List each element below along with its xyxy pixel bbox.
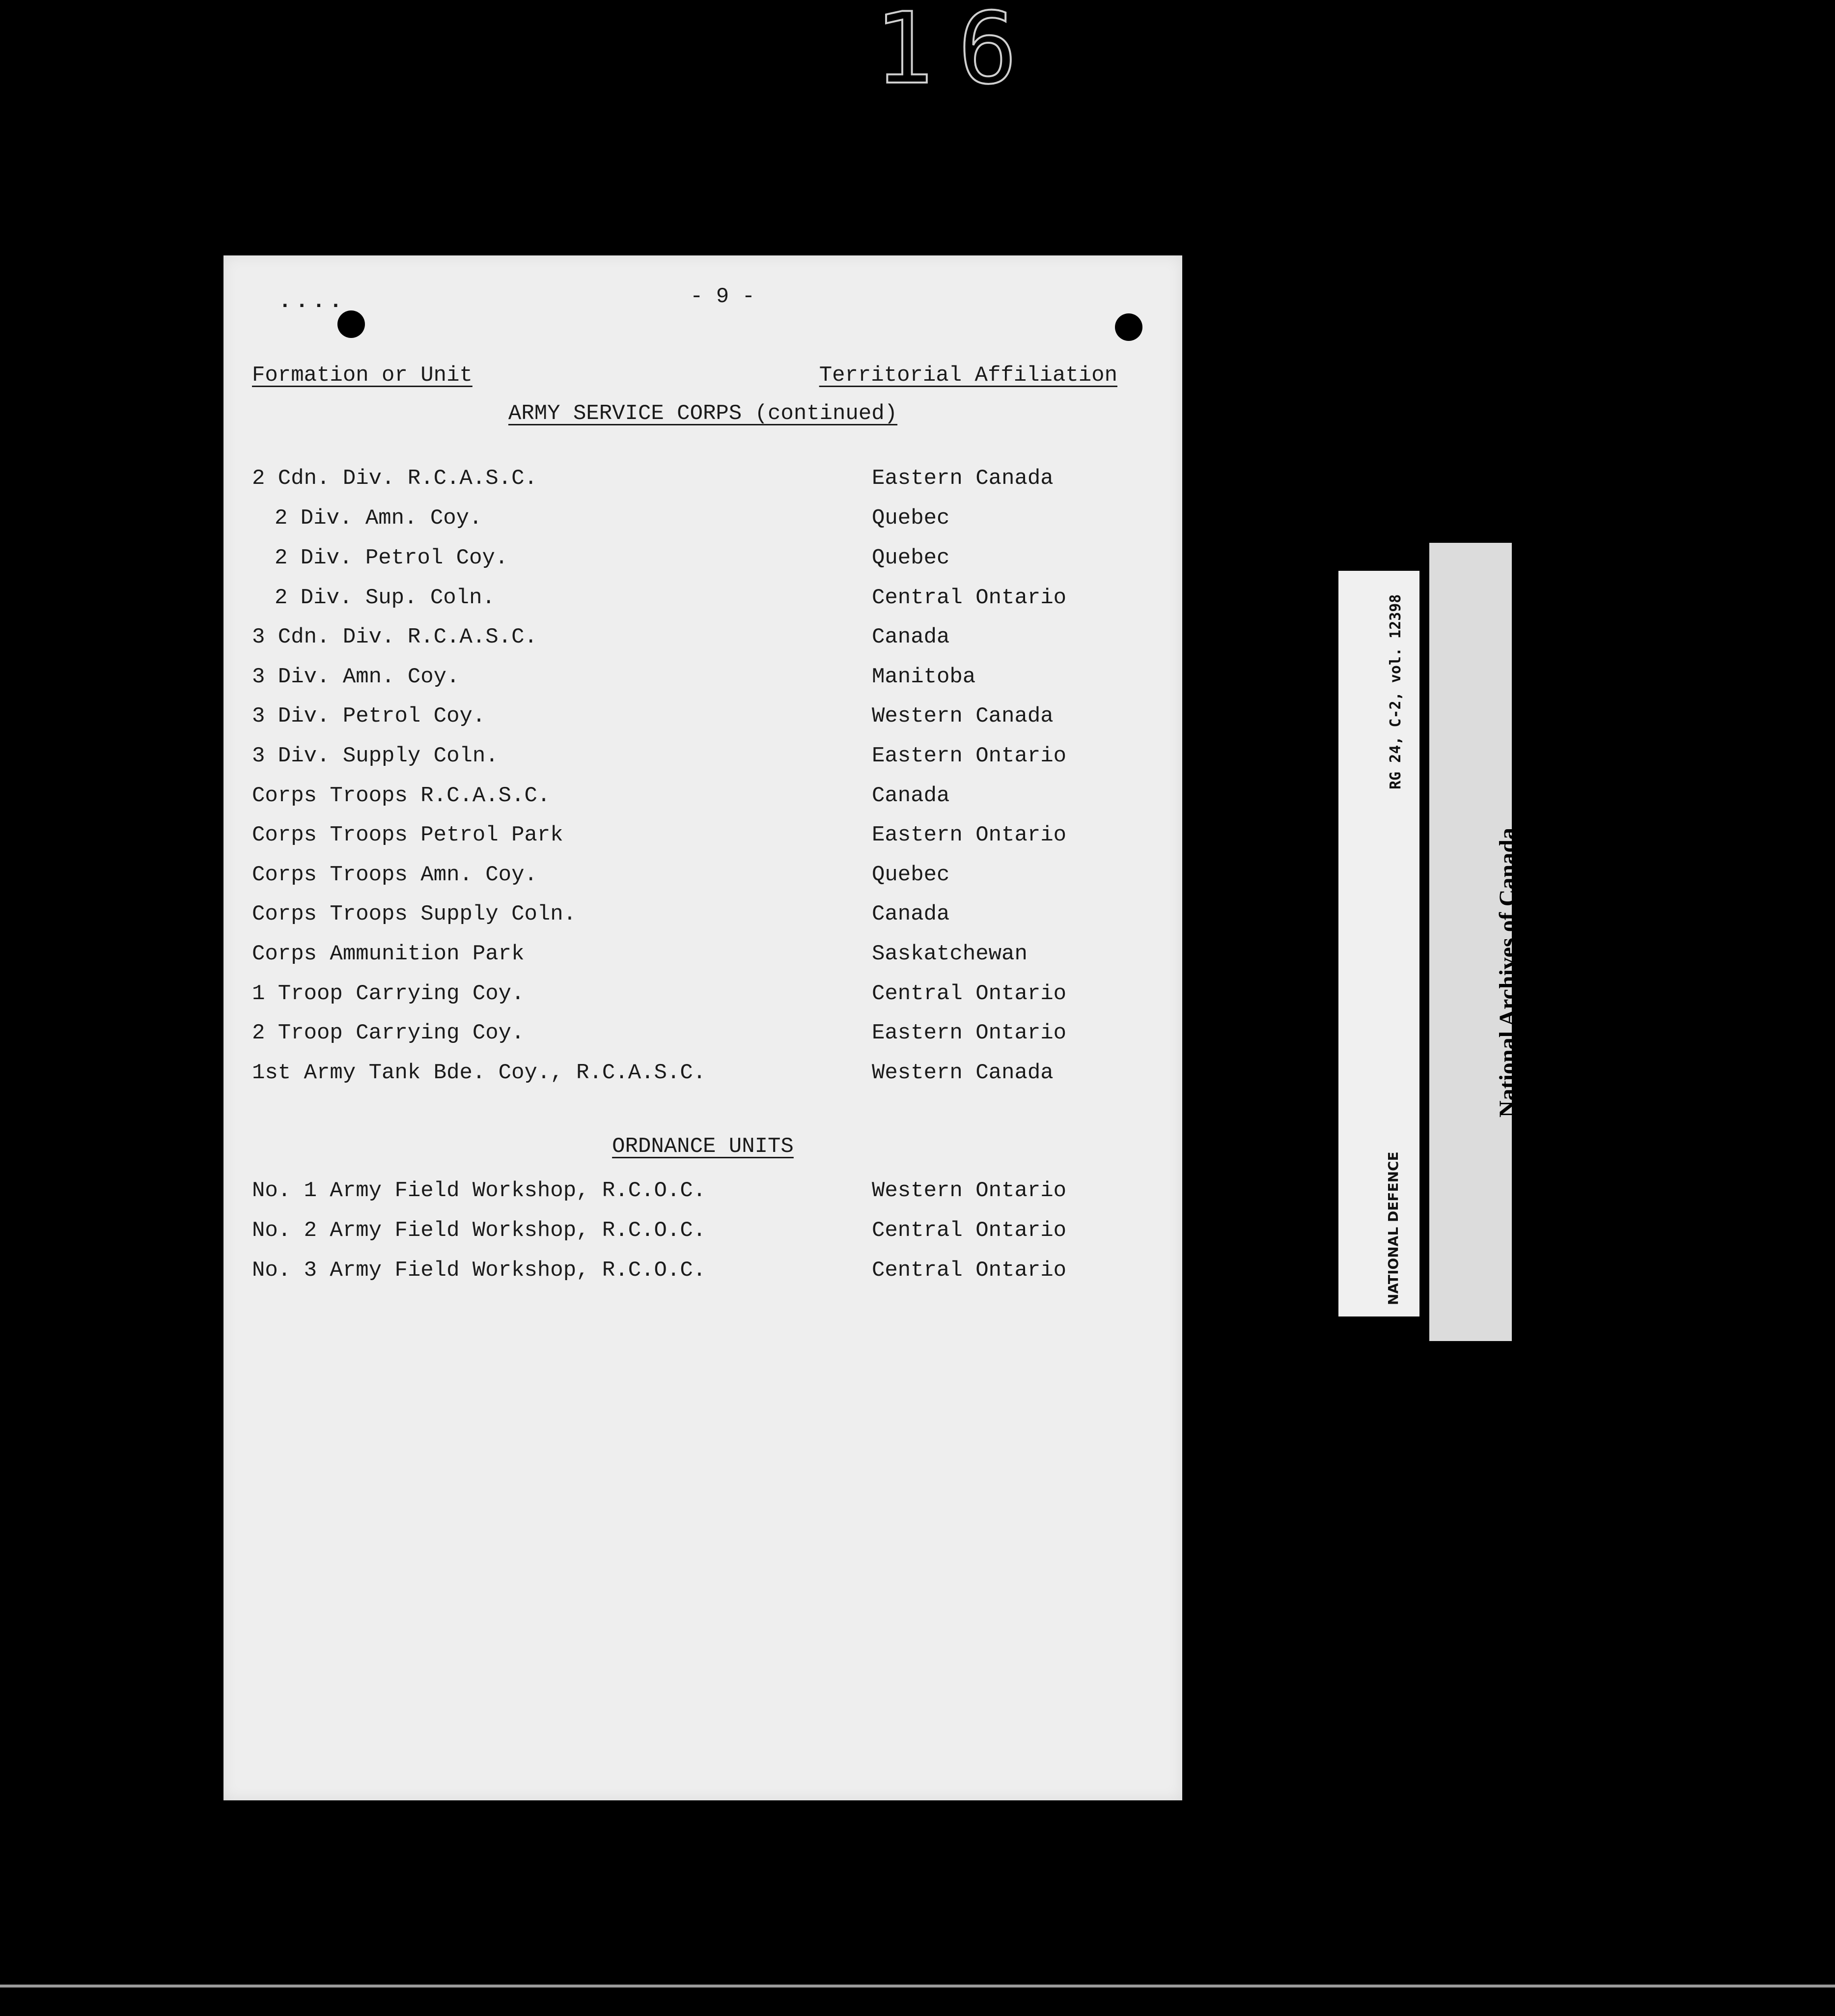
table-row bbox=[223, 1260, 1182, 1289]
column-header-unit: Formation or Unit bbox=[252, 363, 473, 388]
affiliation: Quebec bbox=[872, 546, 950, 570]
reference-line-1: RG 24, C-2, vol. 12398 bbox=[1387, 594, 1404, 789]
affiliation: Eastern Canada bbox=[872, 466, 1054, 491]
table-row bbox=[223, 507, 1182, 537]
table-row bbox=[223, 587, 1182, 616]
unit-name: 3 Div. Amn. Coy. bbox=[252, 665, 460, 689]
affiliation: Western Ontario bbox=[872, 1178, 1067, 1203]
affiliation: Eastern Ontario bbox=[872, 823, 1067, 847]
archive-name-text bbox=[1439, 804, 1659, 1118]
punch-hole-left bbox=[337, 310, 365, 338]
film-edge-line bbox=[0, 1985, 1835, 1988]
unit-name: 1 Troop Carrying Coy. bbox=[252, 981, 525, 1006]
frame-number: 16 bbox=[874, 0, 1042, 106]
archive-reference-label bbox=[1338, 571, 1419, 1316]
section-heading-ordnance-units: ORDNANCE UNITS bbox=[612, 1134, 794, 1159]
affiliation: Central Ontario bbox=[872, 981, 1067, 1006]
affiliation: Eastern Ontario bbox=[872, 1021, 1067, 1045]
table-row bbox=[223, 1220, 1182, 1249]
affiliation: Manitoba bbox=[872, 665, 976, 689]
table-row bbox=[223, 547, 1182, 577]
table-row bbox=[223, 864, 1182, 894]
continuation-marks: .... bbox=[278, 289, 346, 314]
section-heading-army-service-corps: ARMY SERVICE CORPS (continued) bbox=[508, 401, 898, 426]
affiliation: Eastern Ontario bbox=[872, 744, 1067, 768]
table-row bbox=[223, 983, 1182, 1012]
table-row bbox=[223, 1022, 1182, 1052]
affiliation: Quebec bbox=[872, 863, 950, 887]
unit-name: 3 Div. Petrol Coy. bbox=[252, 704, 486, 728]
unit-name: Corps Troops Supply Coln. bbox=[252, 902, 577, 926]
table-row bbox=[223, 903, 1182, 933]
unit-name: No. 2 Army Field Workshop, R.C.O.C. bbox=[252, 1218, 706, 1243]
unit-name: 1st Army Tank Bde. Coy., R.C.A.S.C. bbox=[252, 1061, 706, 1085]
unit-name: Corps Troops Amn. Coy. bbox=[252, 863, 537, 887]
table-row bbox=[223, 626, 1182, 656]
archive-line-1: National Archives of Canada bbox=[1495, 828, 1521, 1118]
affiliation: Canada bbox=[872, 902, 950, 926]
unit-name: 2 Div. Sup. Coln. bbox=[275, 586, 495, 610]
unit-name: 3 Div. Supply Coln. bbox=[252, 744, 499, 768]
affiliation: Canada bbox=[872, 784, 950, 808]
column-header-affiliation: Territorial Affiliation bbox=[819, 363, 1117, 388]
table-row bbox=[223, 468, 1182, 497]
unit-name: Corps Ammunition Park bbox=[252, 942, 525, 966]
page-number: - 9 - bbox=[690, 284, 755, 309]
document-page bbox=[223, 255, 1182, 1800]
affiliation: Central Ontario bbox=[872, 1218, 1067, 1243]
affiliation: Quebec bbox=[872, 506, 950, 531]
unit-name: 2 Div. Petrol Coy. bbox=[275, 546, 508, 570]
table-row bbox=[223, 943, 1182, 973]
table-row bbox=[223, 1180, 1182, 1209]
table-row bbox=[223, 824, 1182, 854]
department-line-1: NATIONAL DEFENCE bbox=[1385, 1151, 1401, 1305]
table-row bbox=[223, 785, 1182, 814]
unit-name: Corps Troops R.C.A.S.C. bbox=[252, 784, 551, 808]
affiliation: Canada bbox=[872, 625, 950, 649]
affiliation: Western Canada bbox=[872, 704, 1054, 728]
unit-name: Corps Troops Petrol Park bbox=[252, 823, 563, 847]
affiliation: Central Ontario bbox=[872, 586, 1067, 610]
affiliation: Central Ontario bbox=[872, 1258, 1067, 1283]
punch-hole-right bbox=[1115, 313, 1142, 341]
unit-name: 2 Cdn. Div. R.C.A.S.C. bbox=[252, 466, 537, 491]
table-row bbox=[223, 1062, 1182, 1092]
table-row bbox=[223, 705, 1182, 735]
unit-name: 2 Div. Amn. Coy. bbox=[275, 506, 482, 531]
unit-name: No. 3 Army Field Workshop, R.C.O.C. bbox=[252, 1258, 706, 1283]
unit-name: 2 Troop Carrying Coy. bbox=[252, 1021, 525, 1045]
table-row bbox=[223, 745, 1182, 775]
unit-name: 3 Cdn. Div. R.C.A.S.C. bbox=[252, 625, 537, 649]
unit-name: No. 1 Army Field Workshop, R.C.O.C. bbox=[252, 1178, 706, 1203]
archive-stamp-label bbox=[1429, 543, 1603, 1341]
table-row bbox=[223, 666, 1182, 696]
affiliation: Saskatchewan bbox=[872, 942, 1028, 966]
archive-line-2: Archives nationales du Canada bbox=[1577, 804, 1603, 1118]
affiliation: Western Canada bbox=[872, 1061, 1054, 1085]
